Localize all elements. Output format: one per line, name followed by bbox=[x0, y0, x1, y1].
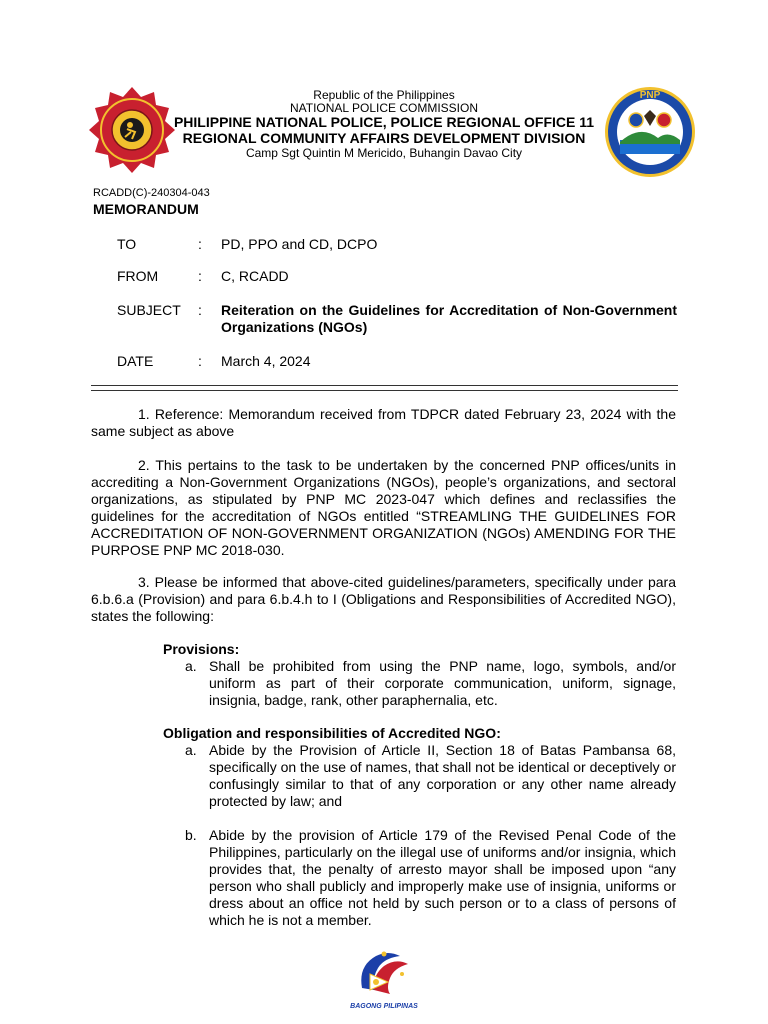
paragraph-1-text: 1. Reference: Memorandum received from TDPCR dated February 23, 2024 with the same subject as above bbox=[91, 406, 676, 439]
double-rule-divider bbox=[91, 385, 678, 391]
paragraph-1 bbox=[91, 406, 676, 440]
reference-number: RCADD(C)-240304-043 bbox=[93, 187, 210, 199]
header-address: Camp Sgt Quintin M Mericido, Buhangin Davao City bbox=[245, 146, 523, 160]
colon: : bbox=[198, 353, 202, 369]
subject-label: SUBJECT bbox=[117, 302, 181, 318]
header-napolcom: NATIONAL POLICE COMMISSION bbox=[289, 101, 479, 115]
provisions-heading: Provisions: bbox=[163, 641, 240, 657]
item-letter: a. bbox=[185, 658, 197, 674]
obligation-item bbox=[185, 742, 676, 812]
from-label: FROM bbox=[117, 268, 159, 284]
colon: : bbox=[198, 302, 202, 318]
header-pnp-office: PHILIPPINE NATIONAL POLICE, POLICE REGIONAL OFFICE 11 bbox=[173, 114, 595, 130]
pro11-seal-icon bbox=[604, 86, 696, 178]
item-text: Shall be prohibited from using the PNP name, logo, symbols, and/or uniform as part of their corporate communication, uniform, signage, insignia, badge, rank, other paraphernalia, etc. bbox=[209, 658, 676, 708]
header-republic: Republic of the Philippines bbox=[313, 88, 455, 102]
date-label: DATE bbox=[117, 353, 154, 369]
colon: : bbox=[198, 236, 202, 252]
provision-item bbox=[185, 658, 676, 712]
pnp-seal-icon bbox=[88, 86, 176, 174]
footer-logo-text: BAGONG PILIPINAS bbox=[350, 1003, 418, 1010]
paragraph-3-text: 3. Please be informed that above-cited guidelines/parameters, specifically under para 6.b.6.a (Provision) and para 6.b.4.h to I (Obligations and Responsibilities of Accredited NGO), states the following: bbox=[91, 574, 676, 624]
paragraph-2-text: 2. This pertains to the task to be undertaken by the concerned PNP offices/units in accrediting a Non-Government Organizations (NGOs), people’s organizations, and sectoral organizations, as stipulated by PNP MC 2023-047 which defines and reclassifies the guidelines for the accreditation of NGOs entitled “STREAMLING THE GUIDELINES FOR ACCREDITATION OF NON-GOVERNMENT ORGANIZATION (NGOs) AMENDING FOR THE PURPOSE PNP MC 2018-030. bbox=[91, 457, 676, 558]
subject-value: Reiteration on the Guidelines for Accreditation of Non-Government Organizations (NGOs) bbox=[221, 302, 677, 335]
right-seal-label: PNP bbox=[639, 90, 661, 101]
to-label: TO bbox=[117, 236, 137, 252]
header-division: REGIONAL COMMUNITY AFFAIRS DEVELOPMENT DIVISION bbox=[182, 130, 586, 146]
item-letter: a. bbox=[185, 742, 197, 758]
paragraph-3 bbox=[91, 574, 676, 625]
item-letter: b. bbox=[185, 827, 197, 843]
item-text: Abide by the Provision of Article II, Section 18 of Batas Pambansa 68, specifically on the use of names, that shall not be identical or deceptively or confusingly similar to that of any corporation or any other name already protected by law; and bbox=[209, 742, 676, 809]
bagong-pilipinas-logo-icon bbox=[344, 944, 424, 1016]
paragraph-2 bbox=[91, 457, 676, 559]
date-value: March 4, 2024 bbox=[221, 353, 311, 369]
colon: : bbox=[198, 268, 202, 284]
from-value: C, RCADD bbox=[221, 268, 289, 284]
item-text: Abide by the provision of Article 179 of the Revised Penal Code of the Philippines, particularly on the illegal use of uniforms and/or insignia, which provides that, the penalty of arresto mayor shall be imposed upon “any person who shall publicly and improperly make use of insignia, uniforms or dress about an office not held by such person or to a class of persons of which he is not a member. bbox=[209, 827, 676, 928]
obligation-item bbox=[185, 827, 676, 931]
document-type: MEMORANDUM bbox=[93, 201, 199, 217]
obligations-heading: Obligation and responsibilities of Accredited NGO: bbox=[163, 725, 501, 741]
to-value: PD, PPO and CD, DCPO bbox=[221, 236, 378, 252]
